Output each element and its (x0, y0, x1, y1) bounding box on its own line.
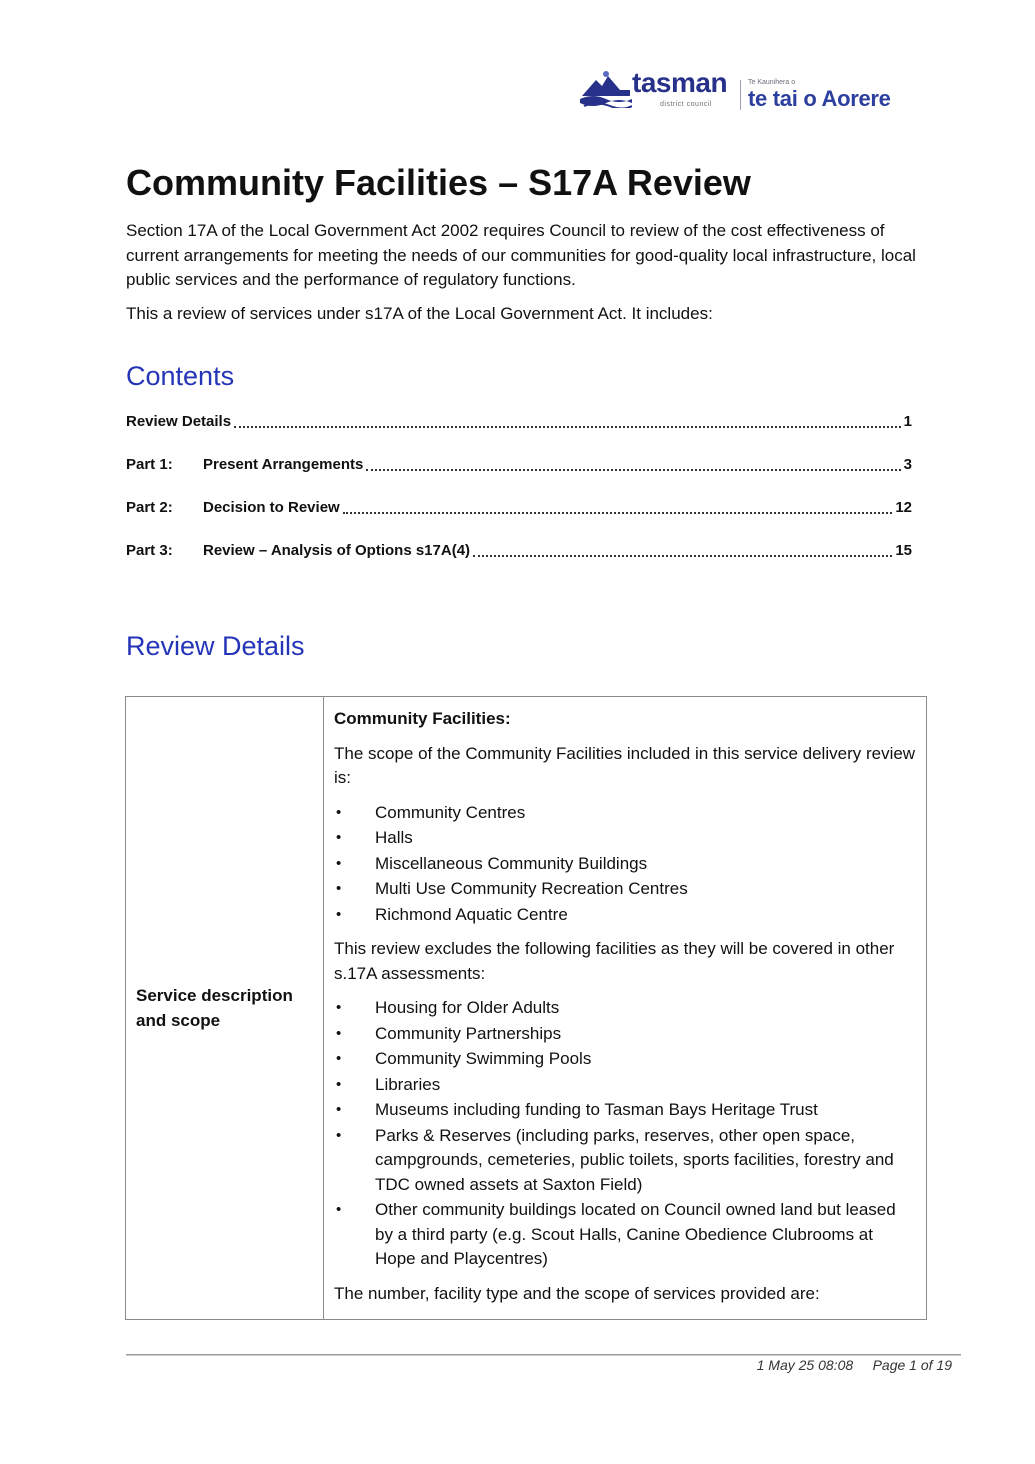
toc-entry-title: Review – Analysis of Options s17A(4) (203, 542, 471, 559)
toc-entry-review-details[interactable] (126, 413, 912, 433)
toc-entry-part: Part 2: (126, 499, 173, 516)
scope-intro: The scope of the Community Facilities included in this service delivery review is: (334, 743, 916, 787)
toc-entry-title: Present Arrangements (203, 456, 364, 473)
toc-entry-page: 15 (895, 542, 912, 559)
table-label-cell (126, 697, 324, 1319)
logo-maori-name: te tai o Aorere (748, 86, 891, 111)
included-facilities-list (334, 801, 918, 928)
logo-wordmark: tasman (632, 67, 728, 98)
list-item: • Richmond Aquatic Centre (334, 903, 918, 928)
list-item: • Miscellaneous Community Buildings (334, 852, 918, 877)
footer-timestamp: 1 May 25 08:08 (756, 1357, 854, 1373)
list-item: • Community Partnerships (334, 1022, 918, 1047)
toc-entry-page: 1 (903, 413, 912, 430)
list-item: • Parks & Reserves (including parks, reserves, other open space, campgrounds, cemeteries, public toilets, sports facilities, forestry and TDC owned assets at Saxton Field) (334, 1124, 918, 1198)
excluded-facilities-list (334, 996, 918, 1272)
footer-divider (126, 1354, 961, 1356)
toc-leader (234, 426, 901, 428)
intro-paragraph-2: This a review of services under s17A of the Local Government Act. It includes: (126, 304, 713, 323)
page-footer (757, 1357, 952, 1373)
contents-heading: Contents (126, 361, 235, 391)
row-label: Service description and scope (136, 986, 293, 1030)
toc-entry-page: 3 (903, 456, 912, 473)
toc-leader (343, 512, 893, 514)
toc-entry-part-3[interactable] (126, 542, 912, 562)
toc-entry-part-2[interactable] (126, 499, 912, 519)
toc-entry-title: Decision to Review (203, 499, 340, 516)
toc-leader (366, 469, 900, 471)
toc-entry-part-1[interactable] (126, 456, 912, 476)
page-title: Community Facilities – S17A Review (126, 162, 751, 203)
list-item: • Community Centres (334, 801, 918, 826)
logo-divider (740, 80, 741, 110)
exclusion-intro: This review excludes the following facilities as they will be covered in other s.17A assessments: (334, 939, 895, 983)
toc-entry-page: 12 (895, 499, 912, 516)
toc-entry-part: Part 1: (126, 456, 173, 473)
list-item: • Halls (334, 826, 918, 851)
logo-subtitle: district council (660, 101, 712, 108)
list-item: • Housing for Older Adults (334, 996, 918, 1021)
review-details-heading: Review Details (126, 631, 305, 661)
council-logo (580, 66, 902, 114)
mountain-sea-icon (580, 66, 632, 108)
list-item: • Libraries (334, 1073, 918, 1098)
list-item: • Multi Use Community Recreation Centres (334, 877, 918, 902)
toc-entry-part: Part 3: (126, 542, 173, 559)
footer-page-number: Page 1 of 19 (872, 1357, 952, 1373)
intro-paragraph-1: Section 17A of the Local Government Act 2002 requires Council to review of the cost effectiveness of current arrangements for meeting the needs of our communities for good-quality local infrastructure, local public services and the performance of regulatory functions. (126, 221, 916, 289)
table-content-cell (324, 697, 926, 1319)
list-item: • Other community buildings located on Council owned land but leased by a third party (e.g. Scout Halls, Canine Obedience Clubrooms at Hope and Playcentres) (334, 1198, 918, 1272)
toc-entry-title: Review Details (126, 413, 232, 430)
section-title: Community Facilities: (334, 709, 511, 728)
toc-leader (473, 555, 892, 557)
list-item: • Museums including funding to Tasman Bays Heritage Trust (334, 1098, 918, 1123)
closing-text: The number, facility type and the scope of services provided are: (334, 1283, 820, 1303)
review-details-table (125, 696, 927, 1320)
logo-maori-small: Te Kaunihera o (748, 79, 796, 86)
list-item: • Community Swimming Pools (334, 1047, 918, 1072)
